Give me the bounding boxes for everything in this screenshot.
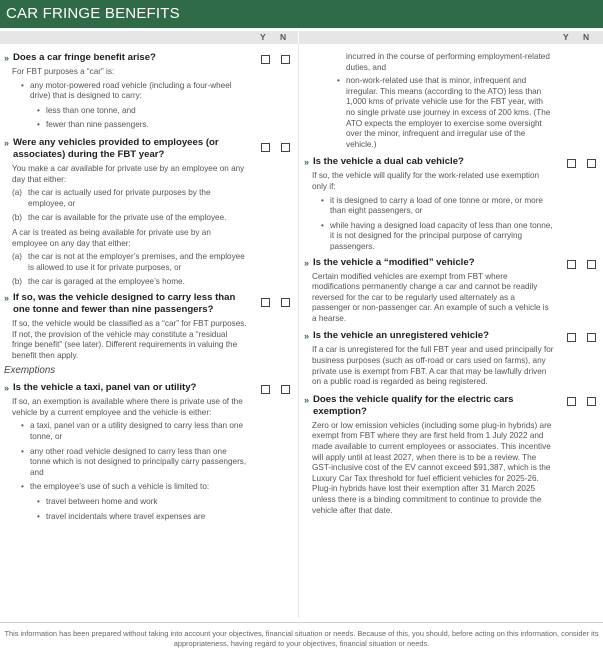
yes-checkbox[interactable] bbox=[261, 298, 270, 307]
yes-checkbox[interactable] bbox=[261, 143, 270, 152]
intro-text: If so, the vehicle will qualify for the work-related use exemption only if: bbox=[312, 171, 540, 191]
yes-no-checkboxes bbox=[256, 298, 294, 307]
no-checkbox[interactable] bbox=[587, 260, 596, 269]
question-text: Is the vehicle an unregistered vehicle? bbox=[313, 330, 489, 342]
no-checkbox[interactable] bbox=[587, 159, 596, 168]
question-text: Is the vehicle a dual cab vehicle? bbox=[313, 156, 464, 168]
disclaimer-footer: This information has been prepared without taking into account your objectives, financial situation or needs. Because of this, you should, before acting on this information, consider its appropriateness, having regard to your objectives, financial situation or needs. bbox=[0, 622, 603, 648]
right-column bbox=[304, 52, 600, 519]
section-header bbox=[0, 0, 603, 28]
yes-checkbox[interactable] bbox=[567, 333, 576, 342]
chevron-right-icon: » bbox=[4, 383, 10, 394]
body-text: If a car is unregistered for the full FBT year and used principally for business purposes (such as off-road or cars used on farms), any private use is exempt from FBT. A car that may be lawfully driven on a public road is regarded as being registered. bbox=[312, 345, 554, 387]
continued-list bbox=[304, 52, 600, 150]
list-item-continued: incurred in the course of performing employment-related duties, and bbox=[346, 52, 550, 72]
question-vehicles-provided bbox=[4, 137, 294, 288]
yn-header-right bbox=[299, 31, 603, 44]
list-item: (b) the car is available for the private use of the employee. bbox=[12, 213, 227, 223]
list-item: • travel incidentals where travel expenses are bbox=[12, 512, 248, 523]
no-checkbox[interactable] bbox=[281, 298, 290, 307]
list-item: (a) the car is actually used for private purposes by the employee, or bbox=[12, 188, 211, 208]
question-text: Does the vehicle qualify for the electric cars exemption? bbox=[313, 393, 514, 417]
intro-text: For FBT purposes a “car” is: bbox=[12, 67, 115, 76]
yes-column-label: Y bbox=[260, 32, 266, 42]
no-column-label: N bbox=[583, 32, 590, 42]
body-text: Certain modified vehicles are exempt from FBT where modifications permanently change a car and cannot be readily reversed for the car to be regularly used alternately as a passenger or non-passenger car. An example of such a vehicle is a hearse. bbox=[312, 271, 549, 323]
question-heading bbox=[304, 257, 600, 269]
question-designed-capacity bbox=[4, 292, 294, 361]
no-checkbox[interactable] bbox=[587, 333, 596, 342]
yes-checkbox[interactable] bbox=[261, 55, 270, 64]
yes-no-checkboxes bbox=[562, 333, 600, 342]
yes-no-checkboxes bbox=[256, 143, 294, 152]
chevron-right-icon: » bbox=[304, 331, 310, 342]
question-heading bbox=[304, 330, 600, 342]
left-column bbox=[4, 52, 294, 526]
no-checkbox[interactable] bbox=[281, 55, 290, 64]
intro-text: If so, an exemption is available where there is private use of the vehicle by a current employee and the vehicle is either: bbox=[12, 397, 243, 417]
list-item: • less than one tonne, and bbox=[12, 106, 248, 117]
no-checkbox[interactable] bbox=[281, 143, 290, 152]
yn-header-left bbox=[0, 31, 298, 44]
question-taxi-van-utility bbox=[4, 382, 294, 522]
question-text: Were any vehicles provided to employees (or associates) during the FBT year? bbox=[13, 136, 219, 160]
no-column-label: N bbox=[280, 32, 287, 42]
column-divider bbox=[298, 44, 299, 618]
question-modified-vehicle bbox=[304, 257, 600, 325]
chevron-right-icon: » bbox=[304, 257, 310, 268]
no-checkbox[interactable] bbox=[587, 397, 596, 406]
list-item: (b) the car is garaged at the employee’s home. bbox=[12, 277, 185, 287]
question-dual-cab bbox=[304, 156, 600, 252]
body-text: A car is treated as being available for private use by an employee on any day that either: bbox=[12, 227, 211, 248]
question-text: Is the vehicle a taxi, panel van or utility? bbox=[13, 382, 197, 394]
list-item: • any other road vehicle designed to carry less than one tonne which is not designed to principally carry passengers, and bbox=[12, 447, 248, 479]
chevron-right-icon: » bbox=[304, 394, 310, 405]
no-checkbox[interactable] bbox=[281, 385, 290, 394]
question-text: Does a car fringe benefit arise? bbox=[13, 52, 156, 63]
body-text: Zero or low emission vehicles (including some plug-in hybrids) are exempt from FBT where they are first held from 1 July 2022 and made available to current employees or associates. This incentive will apply until at least 2027, when there is to be a review. The GST-inclusive cost of the EV cannot exceed $91,387, which is the Luxury Car Tax threshold for fuel efficient vehicles for 2025-26. Plug-in hybrids have lost their exemption after 31 March 2025 unless there is a binding commitment to continue to provide the vehicle after that date. bbox=[312, 420, 552, 515]
chevron-right-icon: » bbox=[304, 157, 310, 168]
question-unregistered-vehicle bbox=[304, 330, 600, 387]
yes-no-checkboxes bbox=[562, 397, 600, 406]
yes-no-checkboxes bbox=[562, 260, 600, 269]
list-item: • any motor-powered road vehicle (including a four-wheel drive) that is designed to carry: bbox=[12, 81, 248, 102]
list-item: (a) the car is not at the employer’s premises, and the employee is allowed to use it for private purposes, or bbox=[12, 252, 245, 272]
yes-checkbox[interactable] bbox=[567, 397, 576, 406]
question-car-fringe-benefit bbox=[4, 52, 294, 131]
chevron-right-icon: » bbox=[4, 137, 10, 148]
list-item: • the employee’s use of such a vehicle is limited to: bbox=[12, 482, 248, 493]
yes-column-label: Y bbox=[563, 32, 569, 42]
list-item: • fewer than nine passengers. bbox=[12, 120, 248, 131]
list-item: • travel between home and work bbox=[12, 497, 248, 508]
body-text: If so, the vehicle would be classified as a “car” for FBT purposes. If not, the provision of the vehicle may constitute a “residual fringe benefit” (see later). Different requirements in valuing the benefit then apply. bbox=[12, 318, 247, 360]
question-heading bbox=[304, 394, 600, 418]
intro-text: You make a car available for private use by an employee on any day that either: bbox=[12, 163, 245, 184]
question-heading bbox=[4, 292, 294, 316]
list-item: • while having a designed load capacity of less than one tonne, it is not designed for the principal purpose of carrying passengers. bbox=[312, 221, 554, 253]
chevron-right-icon: » bbox=[4, 292, 10, 303]
page-title: CAR FRINGE BENEFITS bbox=[6, 5, 180, 22]
yes-checkbox[interactable] bbox=[261, 385, 270, 394]
yes-checkbox[interactable] bbox=[567, 159, 576, 168]
yes-checkbox[interactable] bbox=[567, 260, 576, 269]
question-heading bbox=[304, 156, 600, 168]
list-item: • it is designed to carry a load of one tonne or more, or more than eight passengers, or bbox=[312, 196, 554, 217]
yes-no-checkboxes bbox=[256, 385, 294, 394]
chevron-right-icon: » bbox=[4, 53, 10, 63]
question-heading bbox=[4, 52, 294, 64]
question-heading bbox=[4, 137, 294, 161]
exemptions-heading: Exemptions bbox=[4, 365, 56, 377]
yes-no-checkboxes bbox=[256, 55, 294, 64]
yes-no-checkboxes bbox=[562, 159, 600, 168]
question-text: If so, was the vehicle designed to carry less than one tonne and fewer than nine passengers? bbox=[13, 291, 236, 315]
list-item: • a taxi, panel van or a utility designed to carry less than one tonne, or bbox=[12, 421, 248, 442]
question-text: Is the vehicle a “modified” vehicle? bbox=[313, 256, 475, 268]
list-item: • non-work-related use that is minor, infrequent and irregular. This means (according to the ATO) less than 1,000 kms of private vehicle use for the FBT year, with no single private use journey in excess of 200 kms. (The ATO expects the employer to exercise some oversight over the minor, infrequent and irregular use of the vehicle.) bbox=[312, 76, 554, 150]
question-heading bbox=[4, 382, 294, 394]
question-electric-cars bbox=[304, 394, 600, 516]
